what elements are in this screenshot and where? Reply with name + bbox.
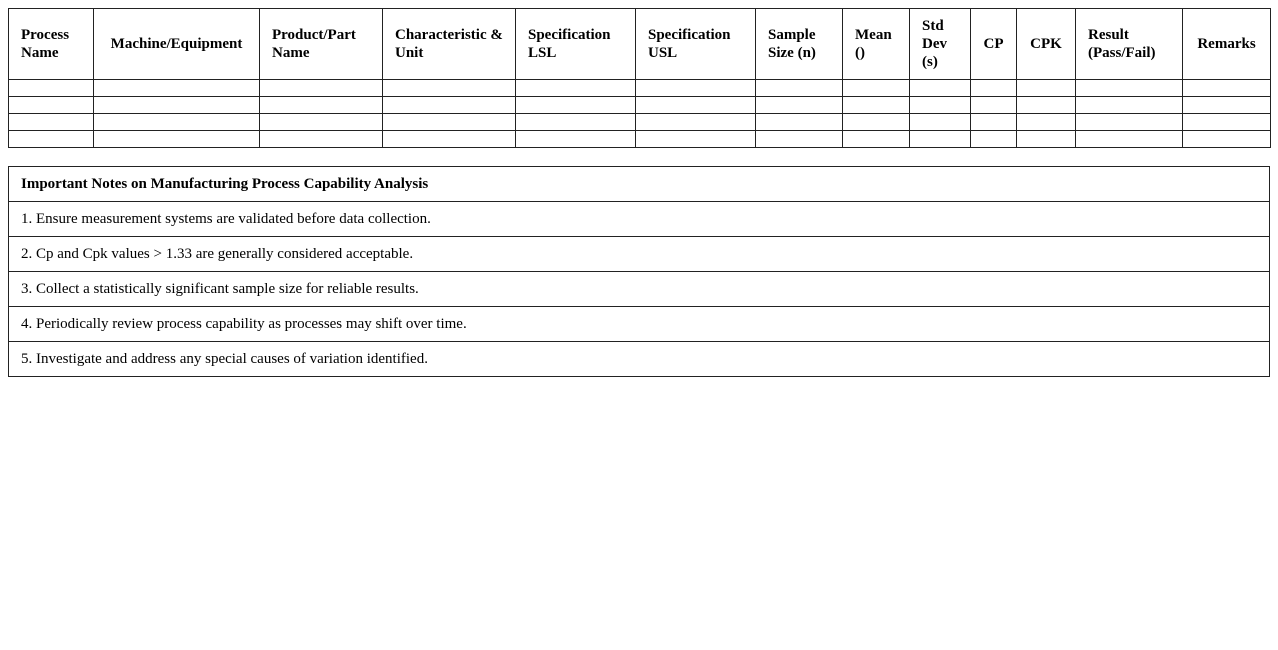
- note-item: 5. Investigate and address any special causes of variation identified.: [9, 342, 1270, 377]
- cell-result[interactable]: [1076, 80, 1183, 97]
- note-item: 1. Ensure measurement systems are validated before data collection.: [9, 202, 1270, 237]
- table-row: [9, 114, 1271, 131]
- header-cpk: CPK: [1017, 9, 1076, 80]
- cell-std-dev[interactable]: [910, 114, 971, 131]
- cell-process-name[interactable]: [9, 97, 94, 114]
- cell-std-dev[interactable]: [910, 131, 971, 148]
- cell-cpk[interactable]: [1017, 97, 1076, 114]
- notes-title: Important Notes on Manufacturing Process Capability Analysis: [9, 167, 1270, 202]
- cell-cp[interactable]: [971, 97, 1017, 114]
- cell-machine-equipment[interactable]: [94, 131, 260, 148]
- cell-remarks[interactable]: [1183, 131, 1271, 148]
- header-machine-equipment: Machine/Equipment: [94, 9, 260, 80]
- header-process-name: Process Name: [9, 9, 94, 80]
- header-row: [9, 9, 1271, 80]
- header-specification-lsl: Specification LSL: [516, 9, 636, 80]
- header-specification-usl: Specification USL: [636, 9, 756, 80]
- cell-process-name[interactable]: [9, 131, 94, 148]
- cell-mean[interactable]: [843, 114, 910, 131]
- note-item: 3. Collect a statistically significant sample size for reliable results.: [9, 272, 1270, 307]
- notes-table: [8, 166, 1270, 377]
- cell-characteristic-unit[interactable]: [383, 80, 516, 97]
- note-item: 2. Cp and Cpk values > 1.33 are generally considered acceptable.: [9, 237, 1270, 272]
- header-product-part-name: Product/Part Name: [260, 9, 383, 80]
- cell-cp[interactable]: [971, 131, 1017, 148]
- cell-std-dev[interactable]: [910, 97, 971, 114]
- cell-product-part-name[interactable]: [260, 131, 383, 148]
- cell-specification-usl[interactable]: [636, 97, 756, 114]
- cell-sample-size[interactable]: [756, 97, 843, 114]
- cell-cpk[interactable]: [1017, 80, 1076, 97]
- cell-sample-size[interactable]: [756, 80, 843, 97]
- cell-cpk[interactable]: [1017, 114, 1076, 131]
- header-cp: CP: [971, 9, 1017, 80]
- cell-specification-usl[interactable]: [636, 114, 756, 131]
- cell-characteristic-unit[interactable]: [383, 131, 516, 148]
- note-row: [9, 237, 1270, 272]
- header-remarks: Remarks: [1183, 9, 1271, 80]
- cell-result[interactable]: [1076, 114, 1183, 131]
- cell-specification-usl[interactable]: [636, 131, 756, 148]
- cell-characteristic-unit[interactable]: [383, 114, 516, 131]
- header-mean: Mean (): [843, 9, 910, 80]
- cell-cp[interactable]: [971, 80, 1017, 97]
- cell-cpk[interactable]: [1017, 131, 1076, 148]
- cell-sample-size[interactable]: [756, 114, 843, 131]
- cell-specification-lsl[interactable]: [516, 97, 636, 114]
- cell-mean[interactable]: [843, 80, 910, 97]
- note-row: [9, 272, 1270, 307]
- header-std-dev: Std Dev (s): [910, 9, 971, 80]
- cell-std-dev[interactable]: [910, 80, 971, 97]
- header-characteristic-unit: Characteristic & Unit: [383, 9, 516, 80]
- cell-process-name[interactable]: [9, 80, 94, 97]
- cell-machine-equipment[interactable]: [94, 114, 260, 131]
- cell-specification-lsl[interactable]: [516, 131, 636, 148]
- cell-specification-usl[interactable]: [636, 80, 756, 97]
- header-sample-size: Sample Size (n): [756, 9, 843, 80]
- note-item: 4. Periodically review process capability as processes may shift over time.: [9, 307, 1270, 342]
- note-row: [9, 202, 1270, 237]
- cell-specification-lsl[interactable]: [516, 80, 636, 97]
- cell-remarks[interactable]: [1183, 97, 1271, 114]
- table-row: [9, 80, 1271, 97]
- cell-mean[interactable]: [843, 97, 910, 114]
- cell-machine-equipment[interactable]: [94, 80, 260, 97]
- notes-header-row: [9, 167, 1270, 202]
- cell-machine-equipment[interactable]: [94, 97, 260, 114]
- cell-product-part-name[interactable]: [260, 97, 383, 114]
- table-row: [9, 97, 1271, 114]
- cell-remarks[interactable]: [1183, 114, 1271, 131]
- cell-process-name[interactable]: [9, 114, 94, 131]
- cell-sample-size[interactable]: [756, 131, 843, 148]
- cell-specification-lsl[interactable]: [516, 114, 636, 131]
- cell-product-part-name[interactable]: [260, 80, 383, 97]
- note-row: [9, 307, 1270, 342]
- table-row: [9, 131, 1271, 148]
- cell-cp[interactable]: [971, 114, 1017, 131]
- cell-result[interactable]: [1076, 131, 1183, 148]
- process-capability-table: [8, 8, 1271, 148]
- cell-result[interactable]: [1076, 97, 1183, 114]
- cell-characteristic-unit[interactable]: [383, 97, 516, 114]
- cell-product-part-name[interactable]: [260, 114, 383, 131]
- header-result: Result (Pass/Fail): [1076, 9, 1183, 80]
- note-row: [9, 342, 1270, 377]
- cell-remarks[interactable]: [1183, 80, 1271, 97]
- cell-mean[interactable]: [843, 131, 910, 148]
